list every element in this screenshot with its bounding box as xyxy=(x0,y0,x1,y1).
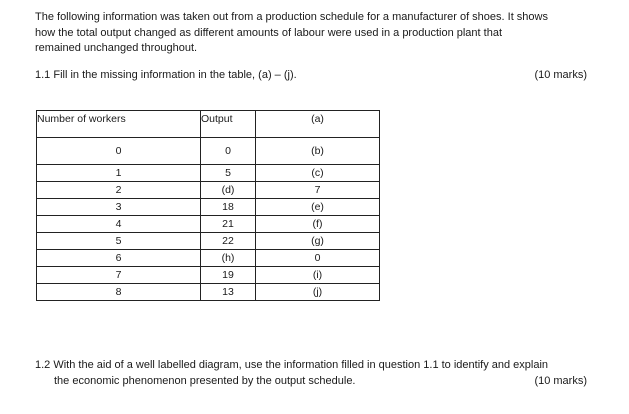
question-1-2-marks: (10 marks) xyxy=(534,374,587,387)
intro-line: how the total output changed as different amounts of labour were used in a production plant that xyxy=(35,26,503,39)
intro-line: The following information was taken out from a production schedule for a manufacturer of shoes. It shows xyxy=(35,11,548,23)
cell-workers: 2 xyxy=(37,182,201,199)
table-row xyxy=(37,267,380,284)
cell-a: 7 xyxy=(256,182,380,199)
cell-output: (d) xyxy=(201,182,256,199)
header-output: Output xyxy=(201,111,256,138)
cell-workers: 0 xyxy=(37,138,201,165)
table-header-row xyxy=(37,111,380,138)
cell-output: 21 xyxy=(201,216,256,233)
intro-paragraph xyxy=(35,10,595,57)
cell-workers: 8 xyxy=(37,284,201,301)
question-1-1-text: 1.1 Fill in the missing information in the table, (a) – (j). xyxy=(35,69,297,81)
cell-a: (j) xyxy=(256,284,380,301)
cell-output: 13 xyxy=(201,284,256,301)
cell-a: (e) xyxy=(256,199,380,216)
question-1-2-line2-row xyxy=(35,374,587,390)
question-1-1-marks: (10 marks) xyxy=(534,69,587,81)
cell-a: (i) xyxy=(256,267,380,284)
question-1-2-line2: the economic phenomenon presented by the output schedule. xyxy=(54,374,356,387)
question-1-2-line1: 1.2 With the aid of a well labelled diagram, use the information filled in question 1.1 to identify and explain xyxy=(35,359,549,371)
table-row xyxy=(37,199,380,216)
table-row xyxy=(37,182,380,199)
production-schedule-table xyxy=(36,110,380,301)
cell-workers: 4 xyxy=(37,216,201,233)
cell-a: (g) xyxy=(256,233,380,250)
cell-a: (b) xyxy=(256,138,380,165)
header-a: (a) xyxy=(256,111,380,138)
cell-a: 0 xyxy=(256,250,380,267)
cell-output: 0 xyxy=(201,138,256,165)
cell-workers: 5 xyxy=(37,233,201,250)
question-1-2 xyxy=(35,358,587,389)
cell-output: 5 xyxy=(201,165,256,182)
header-number-of-workers: Number of workers xyxy=(37,111,201,138)
cell-workers: 7 xyxy=(37,267,201,284)
table-row xyxy=(37,233,380,250)
cell-output: (h) xyxy=(201,250,256,267)
cell-output: 18 xyxy=(201,199,256,216)
table-row xyxy=(37,165,380,182)
table-row xyxy=(37,216,380,233)
cell-workers: 6 xyxy=(37,250,201,267)
table-row xyxy=(37,138,380,165)
cell-output: 19 xyxy=(201,267,256,284)
cell-a: (c) xyxy=(256,165,380,182)
question-1-1 xyxy=(35,69,587,81)
intro-line: remained unchanged throughout. xyxy=(35,42,198,54)
cell-a: (f) xyxy=(256,216,380,233)
table-row xyxy=(37,250,380,267)
cell-output: 22 xyxy=(201,233,256,250)
table-row xyxy=(37,284,380,301)
cell-workers: 3 xyxy=(37,199,201,216)
cell-workers: 1 xyxy=(37,165,201,182)
